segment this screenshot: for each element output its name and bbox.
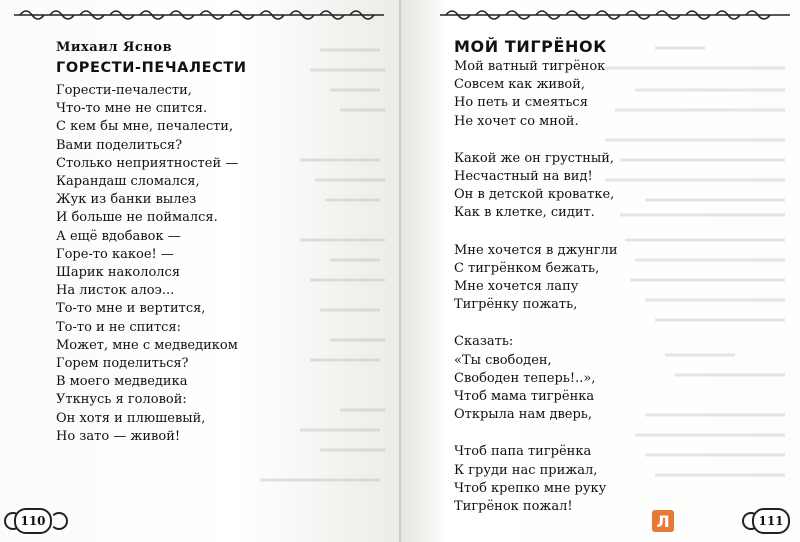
poem-line: Несчастный на вид! — [454, 169, 593, 185]
poem-line: Жук из банки вылез — [56, 192, 197, 208]
stanza — [454, 150, 618, 223]
poem-line: Чтоб крепко мне руку — [454, 480, 607, 496]
poem-body-left — [56, 82, 238, 446]
poem-line: Открыла нам дверь, — [454, 407, 592, 423]
poem-line: Он хотя и плюшевый, — [56, 410, 206, 426]
poem-title-left: ГОРЕСТИ-ПЕЧАЛЕСТИ — [56, 60, 247, 76]
stanza — [454, 333, 618, 424]
poem-line: На листок алоэ... — [56, 283, 175, 299]
ornament-border-right — [440, 8, 790, 22]
poem-line: К груди нас прижал, — [454, 462, 598, 478]
poem-title-right: МОЙ ТИГРЁНОК — [454, 37, 607, 56]
poem-line: Мне хочется в джунгли — [454, 242, 618, 258]
poem-line: Но петь и смеяться — [454, 95, 588, 111]
poem-line: Чтоб мама тигрёнка — [454, 389, 595, 405]
poem-line: Чтоб папа тигрёнка — [454, 444, 592, 460]
poem-line: Свободен теперь!..», — [454, 370, 596, 386]
poem-line: Не хочет со мной. — [454, 113, 579, 129]
author-name: Михаил Яснов — [56, 40, 173, 55]
stanza — [454, 443, 618, 516]
poem-line: И больше не поймался. — [56, 210, 218, 226]
poem-line: То-то и не спится: — [56, 319, 181, 335]
poem-line: С кем бы мне, печалести, — [56, 119, 234, 135]
poem-line: Может, мне с медведиком — [56, 337, 238, 353]
poem-line: Шарик накололся — [56, 265, 181, 281]
poem-line: То-то мне и вертится, — [56, 301, 206, 317]
poem-line: В моего медведика — [56, 374, 188, 390]
poem-line: Мне хочется лапу — [454, 279, 579, 295]
poem-line: Тигрёнку пожать, — [454, 297, 578, 313]
page-number-right: 111 — [752, 508, 790, 534]
poem-line: Карандаш сломался, — [56, 174, 200, 190]
page-number-flourish-icon — [50, 512, 68, 530]
poem-line: Горести-печалести, — [56, 83, 192, 98]
poem-line: Мой ватный тигрёнок — [454, 59, 606, 74]
poem-line: Тигрёнок пожал! — [454, 499, 573, 515]
poem-line: Вами поделиться? — [56, 137, 183, 153]
stanza — [454, 58, 618, 131]
page-number-left: 110 — [14, 508, 52, 534]
poem-line: Сказать: — [454, 334, 514, 350]
ornament-border-left — [14, 8, 384, 22]
stanza — [454, 242, 618, 315]
poem-line: Но зато — живой! — [56, 428, 181, 444]
poem-line: Как в клетке, сидит. — [454, 205, 595, 221]
poem-line: Он в детской кроватке, — [454, 187, 615, 203]
poem-line: «Ты свободен, — [454, 352, 552, 368]
poem-line: Горе-то какое! — — [56, 246, 174, 262]
poem-body-right — [454, 58, 618, 535]
poem-line: Совсем как живой, — [454, 77, 586, 93]
poem-line: Какой же он грустный, — [454, 150, 615, 166]
poem-line: А ещё вдобавок — — [56, 228, 181, 244]
book-gutter — [399, 0, 401, 542]
show-through-left — [240, 40, 390, 500]
poem-line: Столько неприятностей — — [56, 155, 239, 171]
watermark-logo: Л — [652, 510, 674, 532]
poem-line: Уткнусь я головой: — [56, 392, 187, 408]
poem-line: С тигрёнком бежать, — [454, 260, 600, 276]
poem-line: Горем поделиться? — [56, 356, 189, 372]
poem-line: Что-то мне не спится. — [56, 101, 208, 117]
